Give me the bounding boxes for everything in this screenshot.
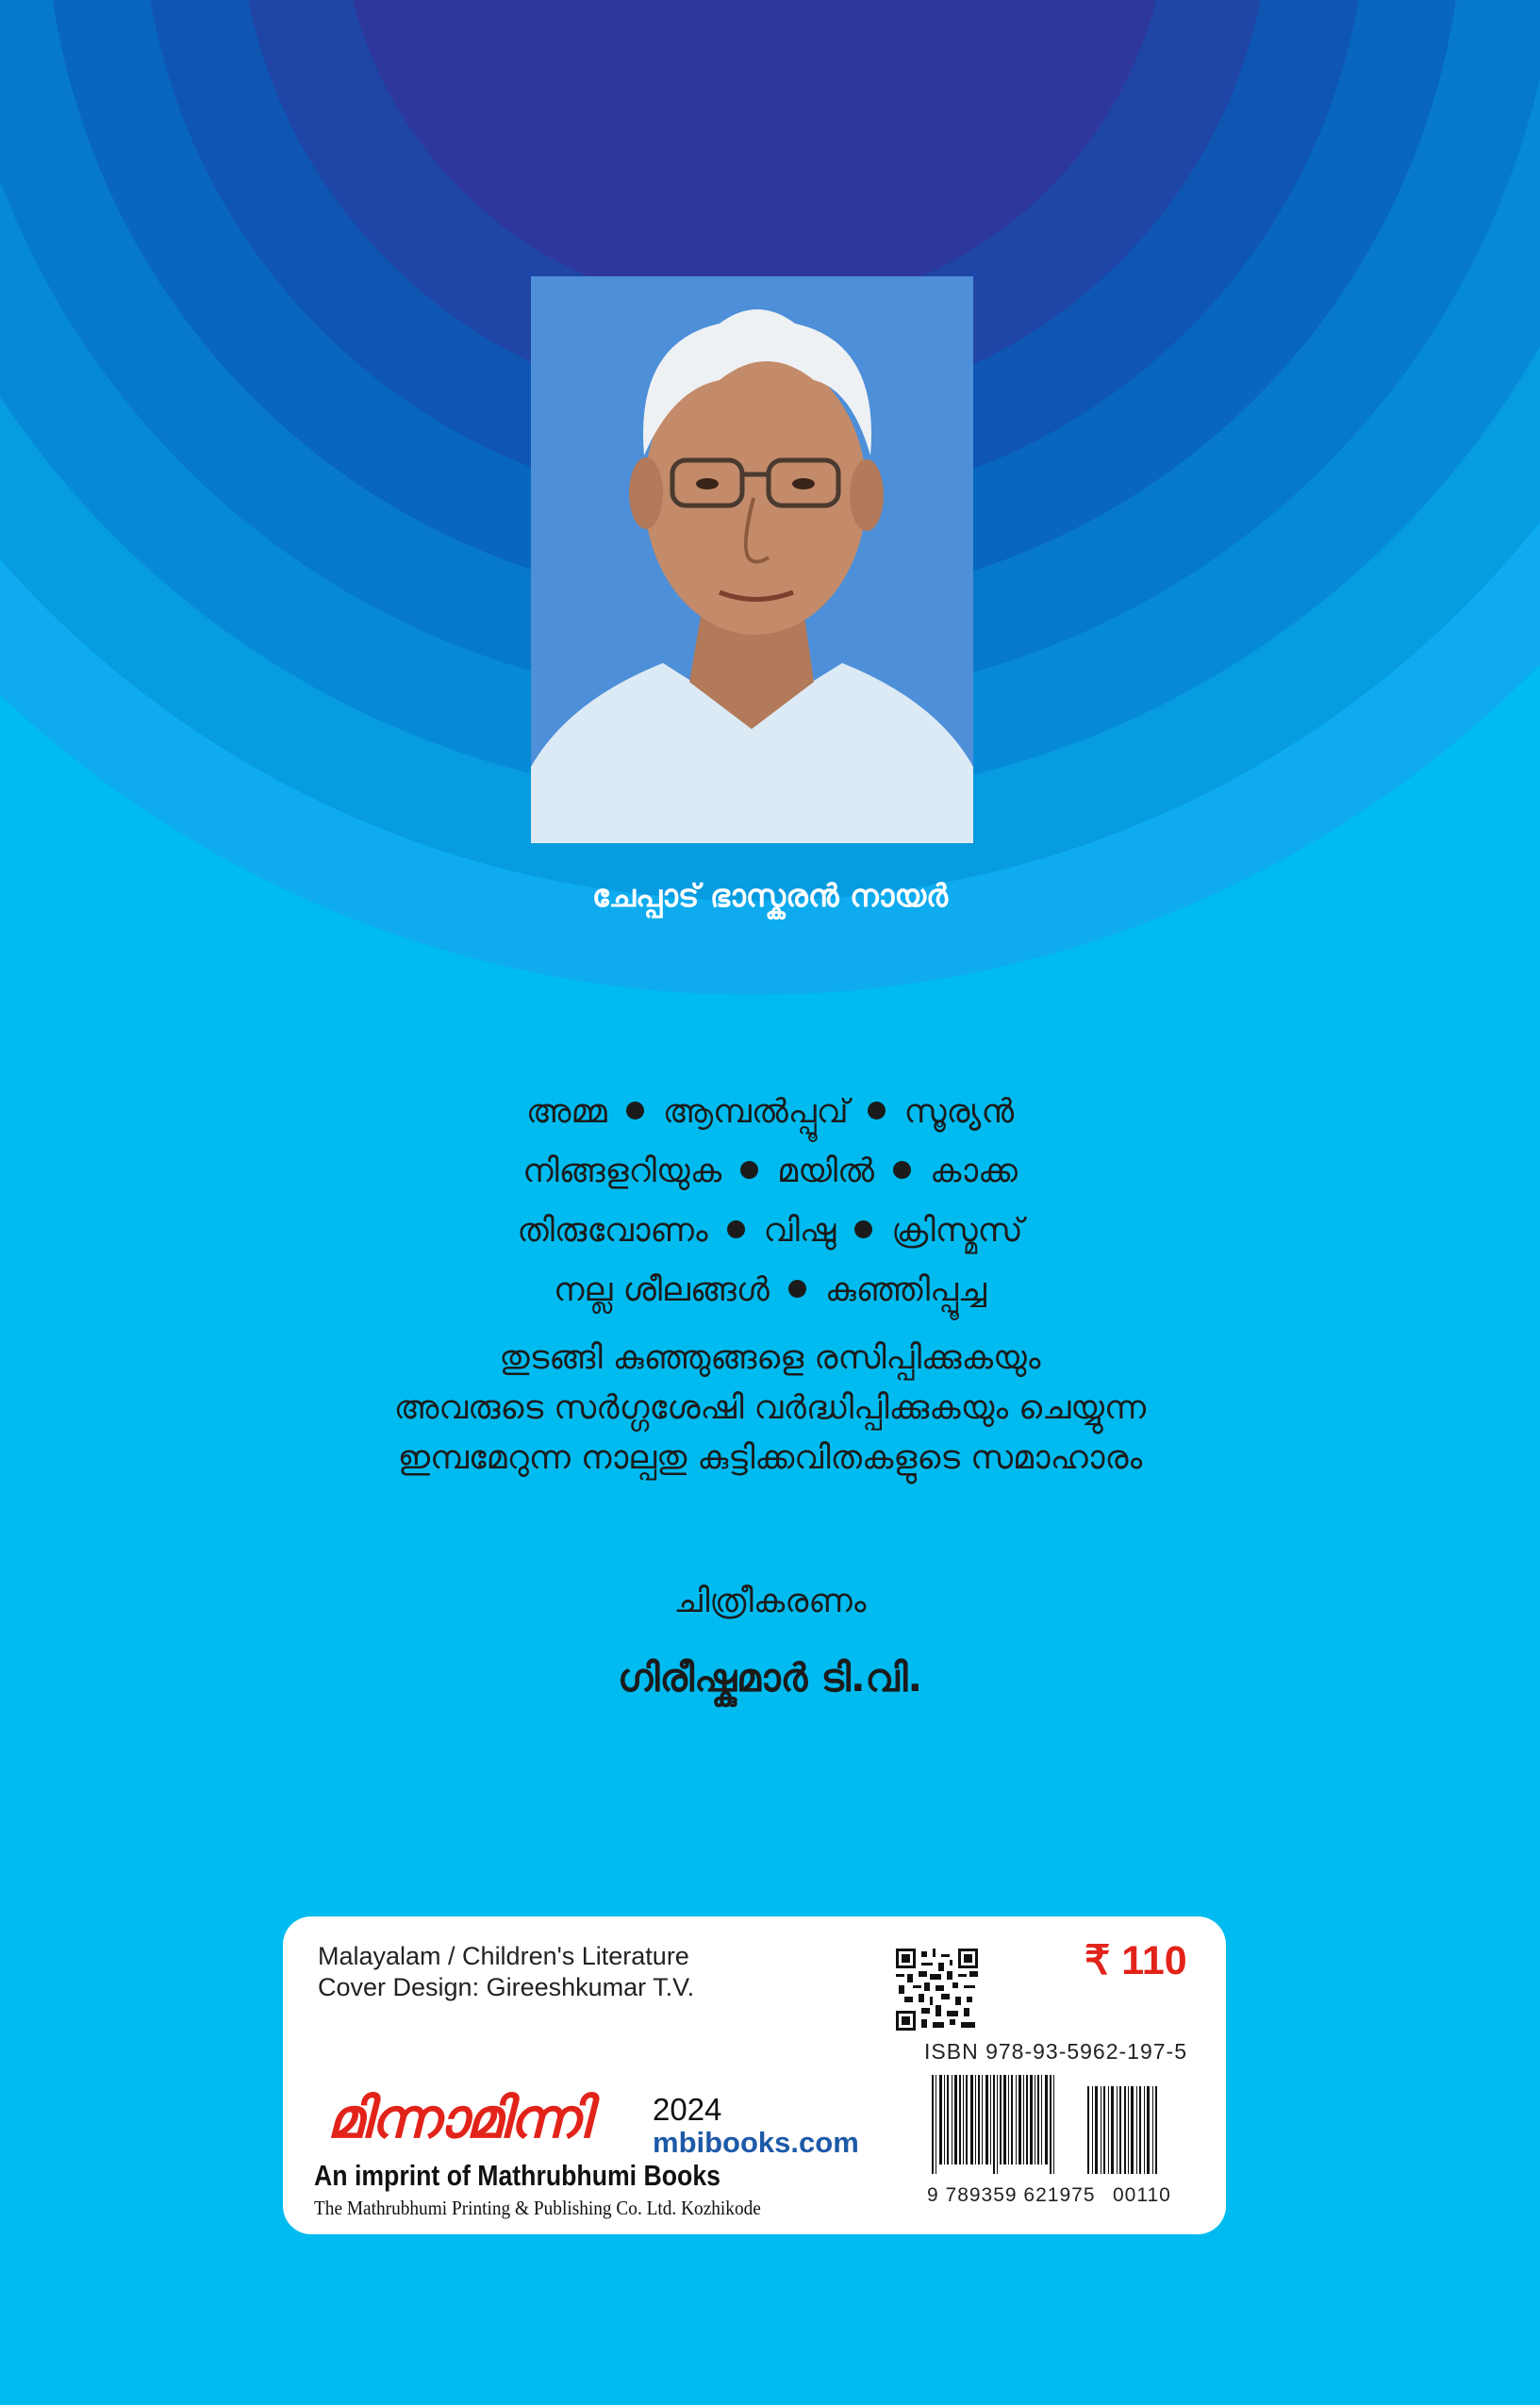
publication-year: 2024	[653, 2092, 722, 2127]
illustration-label: ചിത്രീകരണം	[673, 1583, 867, 1620]
description-line: തുടങ്ങി കുഞ്ഞുങ്ങളെ രസിപ്പിക്കുകയും	[499, 1339, 1041, 1377]
publication-info-card	[283, 1916, 1226, 2234]
topic-item: കുഞ്ഞിപ്പൂച്ച	[824, 1271, 986, 1309]
book-description	[0, 1334, 1540, 1484]
poem-topics-list	[0, 1083, 1540, 1320]
topic-item: സൂര്യൻ	[903, 1093, 1015, 1131]
minnaminni-logo: മിന്നാമിന്നി	[327, 2086, 589, 2150]
description-line: അവരുടെ സർഗ്ഗശേഷി വർദ്ധിപ്പിക്കുകയും ചെയ്യുന്ന	[393, 1389, 1147, 1427]
bullet-icon	[727, 1220, 745, 1238]
bullet-icon	[788, 1280, 806, 1298]
topic-row	[0, 1083, 1540, 1142]
isbn-text: ISBN 978-93-5962-197-5	[924, 2039, 1187, 2064]
illustrator-name: ഗിരീഷ്കുമാർ ടി.വി.	[617, 1655, 923, 1700]
topic-item: തിരുവോണം	[517, 1212, 708, 1250]
cover-design-credit: Cover Design: Gireeshkumar T.V.	[318, 1973, 695, 2001]
bullet-icon	[854, 1220, 872, 1238]
topic-item: അമ്മ	[525, 1093, 607, 1131]
bullet-icon	[740, 1161, 758, 1179]
imprint-line: An imprint of Mathrubhumi Books	[314, 2159, 720, 2192]
topic-item: ആമ്പൽപ്പൂവ്	[662, 1093, 849, 1131]
barcode-icon	[932, 2075, 1182, 2174]
topic-row	[0, 1142, 1540, 1202]
description-line: ഇമ്പമേറുന്ന നാല്പതു കുട്ടിക്കവിതകളുടെ സമാഹാരം	[397, 1439, 1143, 1477]
topic-item: ക്രിസ്മസ്	[891, 1212, 1023, 1250]
barcode-number: 9 789359 621975	[927, 2184, 1096, 2206]
topic-item: നിങ്ങളറിയുക	[522, 1153, 722, 1190]
publisher-line: The Mathrubhumi Printing & Publishing Co. Ltd. Kozhikode	[314, 2197, 761, 2219]
topic-item: വിഷു	[763, 1212, 836, 1250]
author-name-caption: ചേപ്പാട് ഭാസ്കരൻ നായർ	[591, 877, 949, 914]
price-label: ₹ 110	[1085, 1938, 1187, 1983]
topic-item: മയിൽ	[777, 1153, 875, 1190]
author-photo	[531, 276, 973, 843]
topic-row	[0, 1261, 1540, 1320]
bullet-icon	[626, 1102, 644, 1120]
bullet-icon	[893, 1161, 911, 1179]
topic-item: കാക്ക	[930, 1153, 1018, 1190]
bullet-icon	[868, 1102, 886, 1120]
category-text: Malayalam / Children's Literature	[318, 1942, 689, 1970]
qr-code-icon	[896, 1949, 978, 2031]
topic-item: നല്ല ശീലങ്ങൾ	[554, 1271, 770, 1309]
topic-row	[0, 1202, 1540, 1261]
website-link[interactable]: mbibooks.com	[653, 2126, 859, 2159]
barcode-addon-number: 00110	[1113, 2184, 1171, 2206]
